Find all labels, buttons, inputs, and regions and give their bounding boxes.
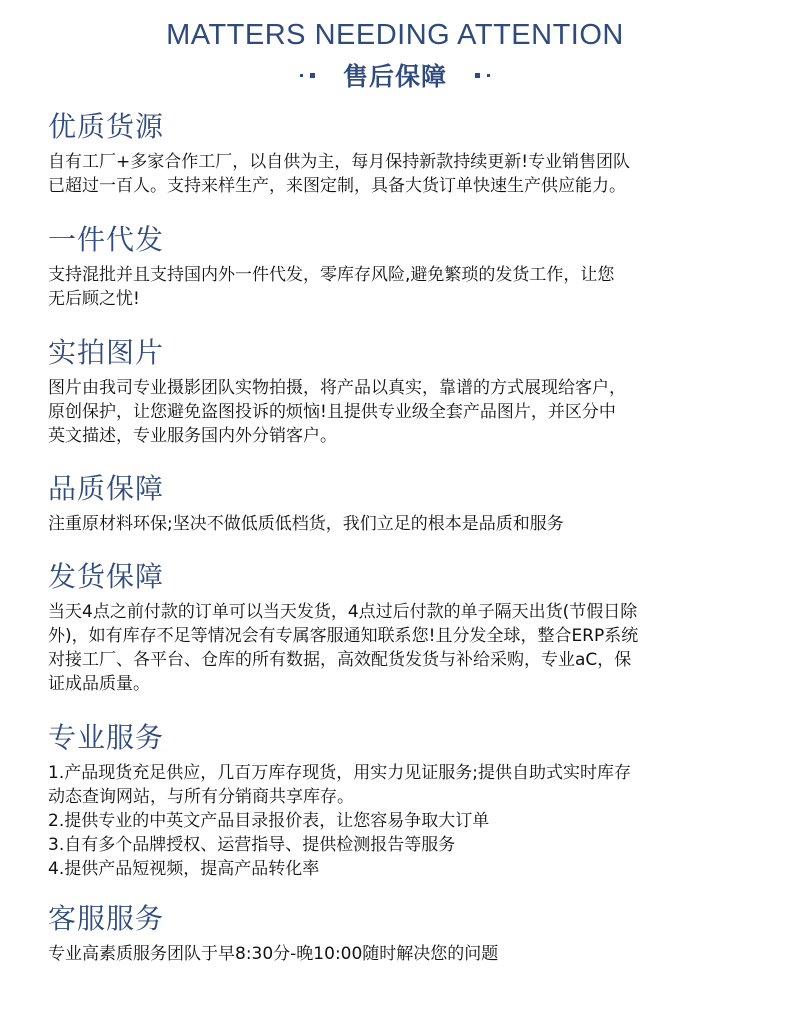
page-header [0, 18, 790, 92]
right-dots-decoration [475, 73, 490, 78]
dot-icon [487, 74, 490, 77]
section-title: 发货保障 [48, 560, 165, 593]
english-title: MATTERS NEEDING ATTENTION [166, 19, 624, 51]
section-title: 一件代发 [48, 223, 165, 256]
dot-icon [310, 73, 315, 78]
dot-icon [300, 74, 303, 77]
section-text-line: 当天4点之前付款的订单可以当天发货，4点过后付款的单子隔天出货(节假日除 [48, 602, 638, 622]
dot-icon [475, 73, 480, 78]
section-text-line: 英文描述，专业服务国内外分销客户。 [48, 426, 337, 446]
section-quality-assurance [48, 470, 748, 536]
section-text-line: 3.自有多个品牌授权、运营指导、提供检测报告等服务 [48, 835, 456, 855]
section-text-line: 图片由我司专业摄影团队实物拍摄，将产品以真实，靠谱的方式展现给客户， [48, 378, 626, 398]
section-title: 优质货源 [48, 110, 165, 143]
left-dots-decoration [300, 73, 315, 78]
section-text-line: 2.提供专业的中英文产品目录报价表，让您容易争取大订单 [48, 811, 490, 831]
section-text-line: 无后顾之忧! [48, 289, 140, 309]
section-title: 品质保障 [48, 472, 165, 505]
section-text-line: 已超过一百人。支持来样生产，来图定制，具备大货订单快速生产供应能力。 [48, 176, 626, 196]
section-text-line: 外)，如有库存不足等情况会有专属客服通知联系您!且分发全球，整合ERP系统 [48, 626, 639, 646]
section-title: 客服服务 [48, 902, 165, 935]
section-real-photos [48, 334, 748, 448]
section-text-line: 4.提供产品短视频，提高产品转化率 [48, 859, 320, 879]
section-customer-service [48, 900, 748, 966]
section-shipping-assurance [48, 558, 748, 696]
section-title: 实拍图片 [48, 336, 165, 369]
section-text-line: 注重原材料环保;坚决不做低质低档货，我们立足的根本是品质和服务 [48, 514, 564, 534]
chinese-title-row [0, 58, 790, 92]
section-text-line: 1.产品现货充足供应，几百万库存现货，用实力见证服务;提供自助式实时库存 [48, 763, 631, 783]
section-text-line: 支持混批并且支持国内外一件代发，零库存风险,避免繁琐的发货工作，让您 [48, 265, 615, 285]
section-quality-source [48, 108, 748, 198]
section-text-line: 动态查询网站，与所有分销商共享库存。 [48, 787, 354, 807]
section-text-line: 自有工厂+多家合作工厂，以自供为主，每月保持新款持续更新!专业销售团队 [48, 152, 631, 172]
section-text-line: 原创保护，让您避免盗图投诉的烦恼!且提供专业级全套产品图片，并区分中 [48, 402, 616, 422]
section-text-line: 对接工厂、各平台、仓库的所有数据，高效配货发货与补给采购，专业aC，保 [48, 650, 632, 670]
section-text-line: 专业高素质服务团队于早8:30分-晚10:00随时解决您的问题 [48, 944, 499, 964]
section-professional-service [48, 719, 748, 881]
section-text-line: 证成品质量。 [48, 674, 150, 694]
section-dropshipping [48, 221, 748, 311]
section-title: 专业服务 [48, 721, 165, 754]
chinese-title: 售后保障 [342, 62, 447, 91]
